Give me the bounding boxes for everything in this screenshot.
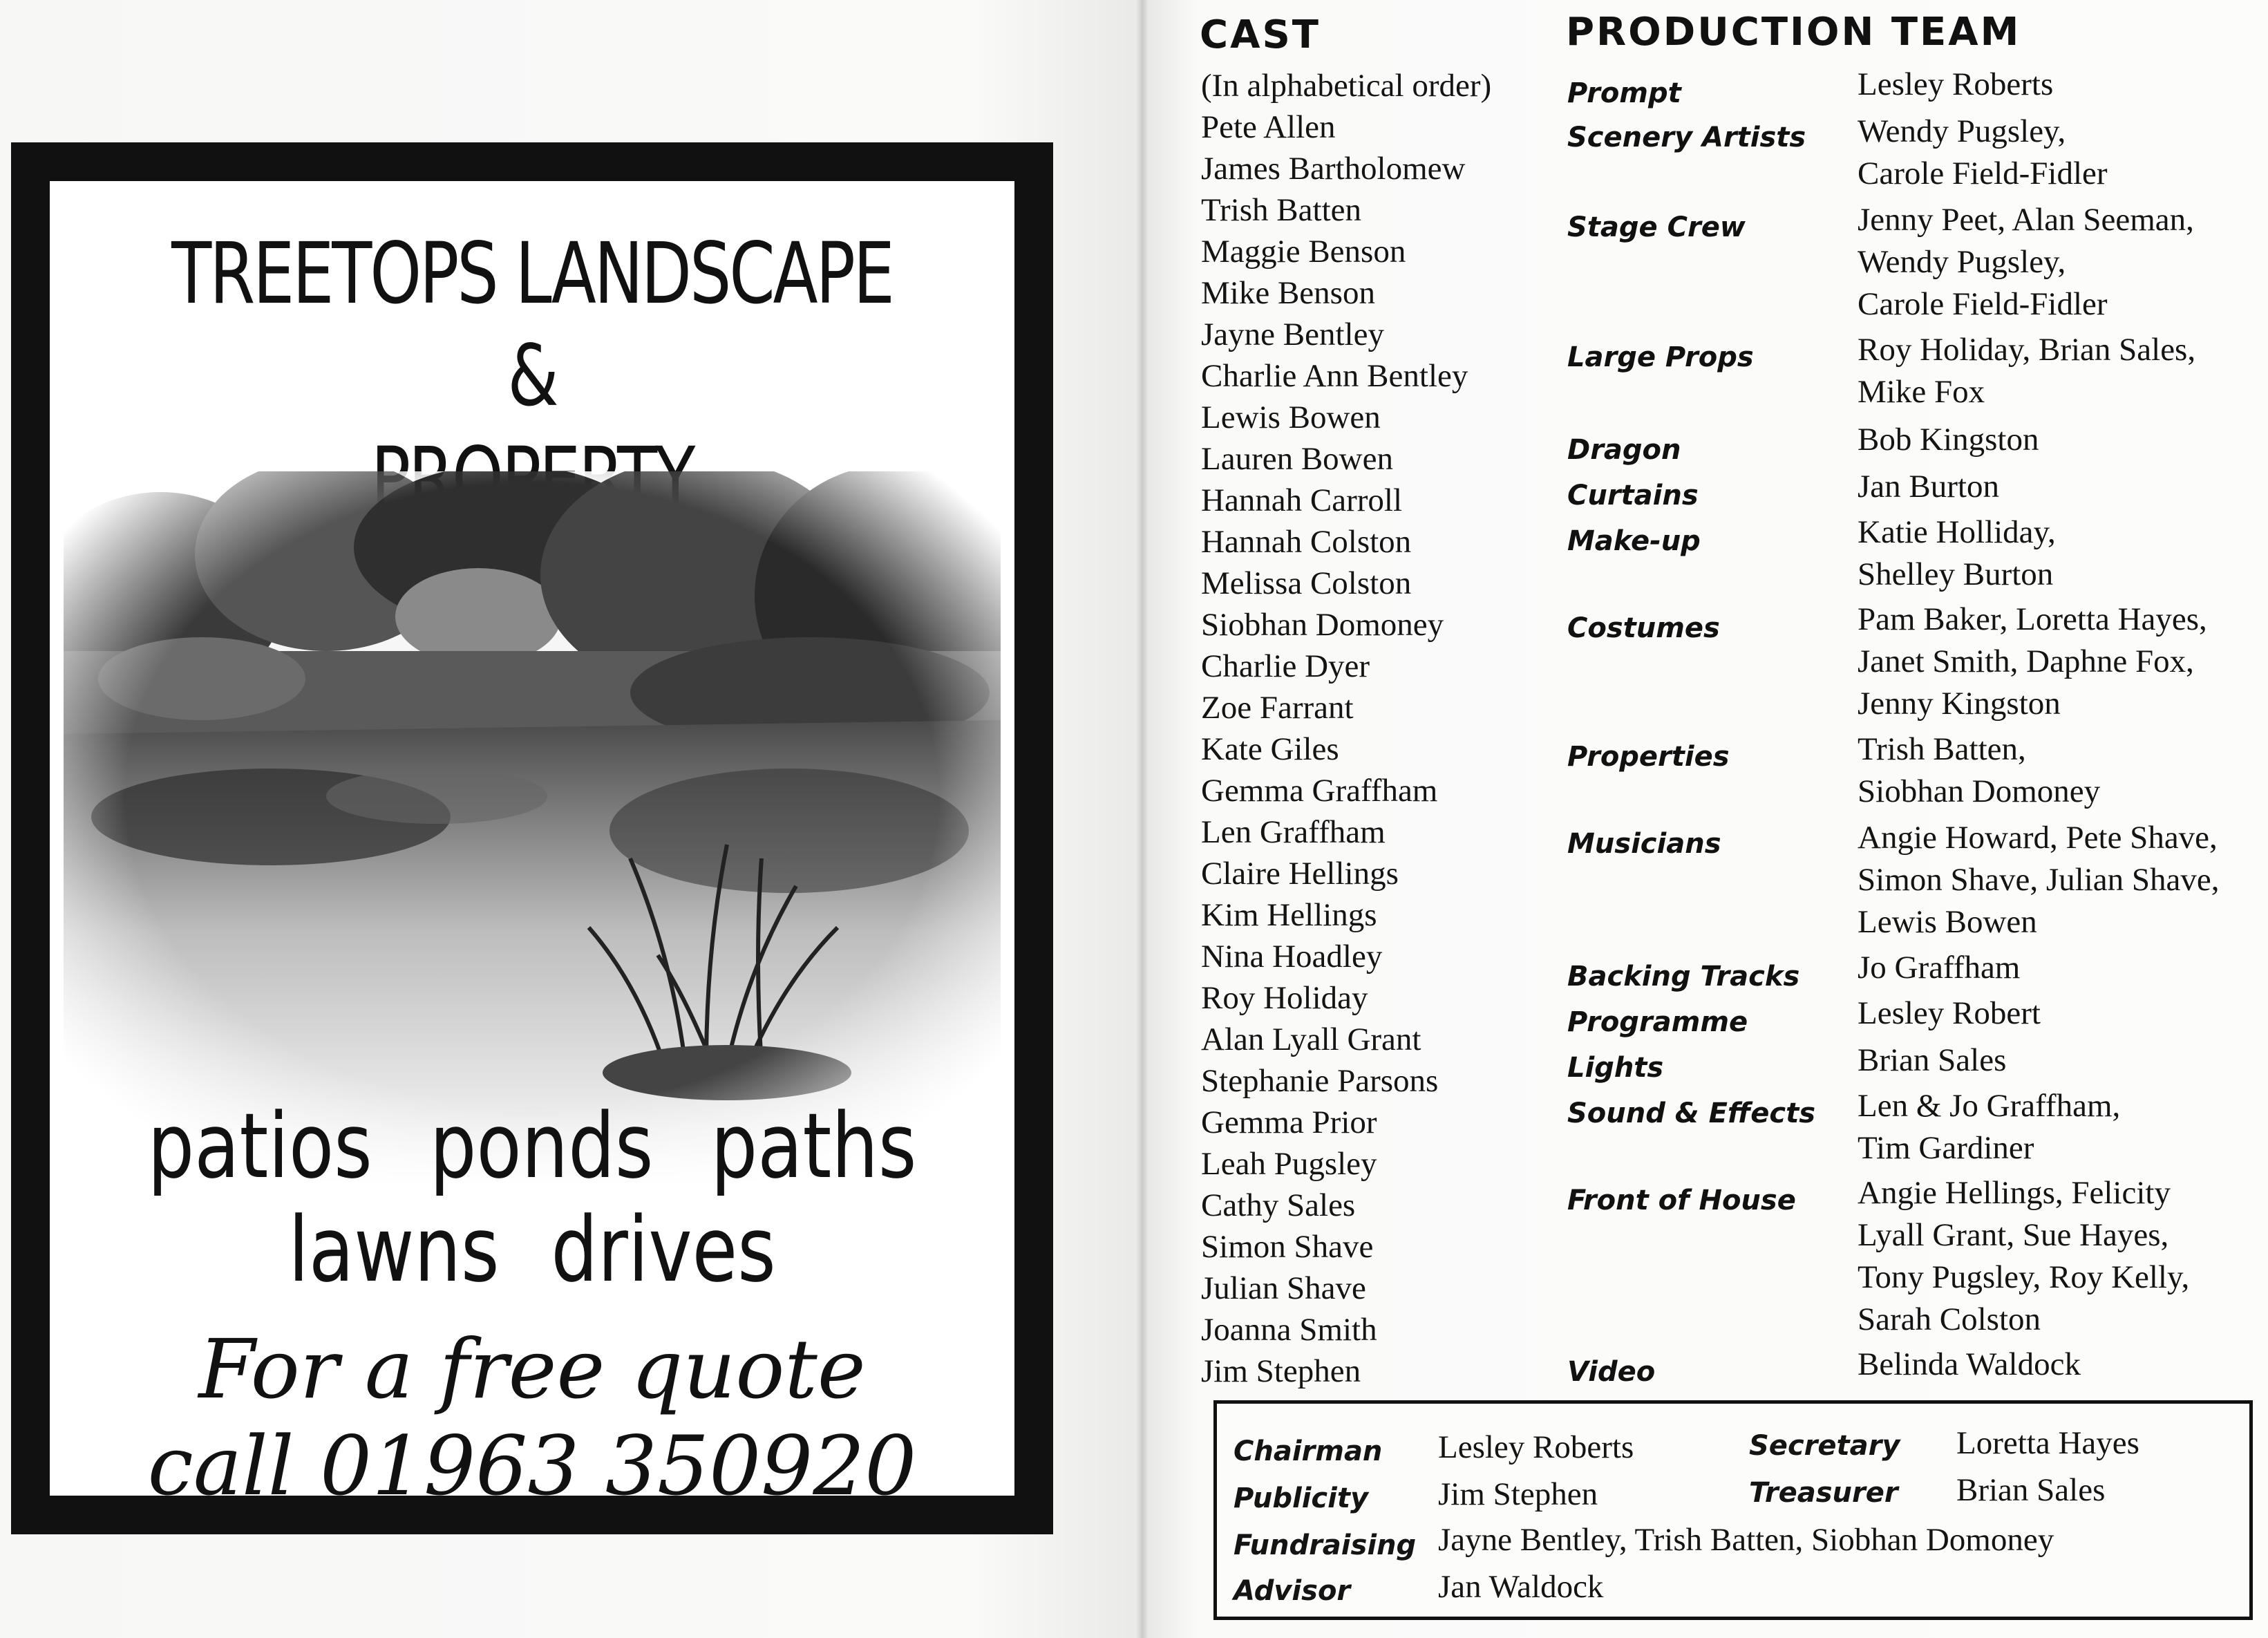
cast-member: Siobhan Domoney [1201, 607, 1444, 643]
committee-box [1213, 1400, 2253, 1620]
cast-member: Kate Giles [1201, 731, 1339, 767]
cast-member: Jim Stephen [1201, 1353, 1361, 1389]
cast-list [1201, 65, 1491, 1392]
chairman-name: Lesley Roberts [1438, 1429, 1634, 1465]
role-front-of-house: Front of House [1567, 1185, 1796, 1216]
role-video: Video [1567, 1356, 1656, 1388]
scenery-artists-names: Wendy Pugsley, Carole Field-Fidler [1858, 113, 2108, 191]
stage-crew-names: Jenny Peet, Alan Seeman, Wendy Pugsley, Carole Field-Fidler [1858, 202, 2194, 322]
cast-member: Hannah Colston [1201, 524, 1412, 560]
cast-member: Hannah Carroll [1201, 482, 1403, 518]
costumes-names: Pam Baker, Loretta Hayes, Janet Smith, Daphne Fox, Jenny Kingston [1858, 601, 2207, 722]
lights-names: Brian Sales [1858, 1042, 2007, 1078]
cast-member: Len Graffham [1201, 814, 1386, 850]
cast-member: Kim Hellings [1201, 897, 1377, 933]
production-team-heading: PRODUCTION TEAM [1566, 10, 2021, 55]
advisor-label: Advisor [1234, 1575, 1351, 1607]
role-musicians: Musicians [1567, 828, 1721, 860]
dragon-names: Bob Kingston [1858, 422, 2039, 458]
cast-member: Jayne Bentley [1201, 317, 1384, 352]
cast-member: Lauren Bowen [1201, 441, 1393, 477]
cast-member: Stephanie Parsons [1201, 1063, 1439, 1099]
sound-effects-names: Len & Jo Graffham, Tim Gardiner [1858, 1088, 2121, 1166]
role-large-props: Large Props [1567, 341, 1754, 373]
cast-member: Simon Shave [1201, 1229, 1374, 1265]
page-gutter [1136, 0, 1149, 1638]
treetops-advert [11, 142, 1053, 1534]
cast-member: Pete Allen [1201, 109, 1336, 145]
quote-line-1: For a free quote [198, 1321, 866, 1417]
services-row-1: patios ponds paths [147, 1093, 917, 1198]
musicians-names: Angie Howard, Pete Shave, Simon Shave, Julian Shave, Lewis Bowen [1858, 820, 2220, 940]
cast-heading: CAST [1200, 12, 1321, 57]
secretary-label: Secretary [1749, 1430, 1900, 1462]
cast-member: Gemma Prior [1201, 1104, 1377, 1140]
role-stage-crew: Stage Crew [1567, 211, 1746, 243]
treasurer-label: Treasurer [1749, 1477, 1898, 1509]
video-names: Belinda Waldock [1858, 1346, 2081, 1382]
cast-member: Claire Hellings [1201, 856, 1399, 892]
cast-note: (In alphabetical order) [1201, 68, 1492, 104]
cast-member: Nina Hoadley [1201, 939, 1383, 975]
cast-member: Charlie Dyer [1201, 648, 1370, 684]
curtains-names: Jan Burton [1858, 469, 1999, 505]
cast-member: Cathy Sales [1201, 1187, 1356, 1223]
cast-member: Joanna Smith [1201, 1312, 1377, 1348]
role-costumes: Costumes [1567, 612, 1720, 644]
cast-member: Trish Batten [1201, 192, 1361, 228]
large-props-names: Roy Holiday, Brian Sales, Mike Fox [1858, 332, 2196, 410]
fundraising-label: Fundraising [1234, 1529, 1417, 1561]
front-of-house-names: Angie Hellings, Felicity Lyall Grant, Sue Hayes, Tony Pugsley, Roy Kelly, Sarah Colston [1858, 1175, 2190, 1337]
role-programme: Programme [1567, 1006, 1748, 1038]
role-sound-effects: Sound & Effects [1567, 1098, 1816, 1129]
cast-member: Mike Benson [1201, 275, 1375, 311]
cast-member: Melissa Colston [1201, 565, 1412, 601]
advert-title-line1: TREETOPS LANDSCAPE & [171, 225, 893, 425]
cast-member: Maggie Benson [1201, 234, 1406, 270]
cast-member: Julian Shave [1201, 1270, 1366, 1306]
secretary-name: Loretta Hayes [1956, 1425, 2139, 1461]
fundraising-names: Jayne Bentley, Trish Batten, Siobhan Domoney [1438, 1522, 2054, 1558]
programme-names: Lesley Robert [1858, 995, 2041, 1031]
chairman-label: Chairman [1234, 1435, 1383, 1467]
cast-member: Roy Holiday [1201, 980, 1368, 1016]
properties-names: Trish Batten, Siobhan Domoney [1858, 731, 2101, 809]
prompt-names: Lesley Roberts [1858, 66, 2054, 102]
role-scenery-artists: Scenery Artists [1567, 122, 1806, 153]
garden-pond-photo [64, 471, 1001, 1190]
services-row-2: lawns drives [288, 1197, 776, 1302]
role-make-up: Make-up [1567, 525, 1701, 557]
backing-tracks-names: Jo Graffham [1858, 950, 2021, 986]
role-curtains: Curtains [1567, 480, 1699, 511]
cast-member: Charlie Ann Bentley [1201, 358, 1468, 394]
cast-member: Zoe Farrant [1201, 690, 1354, 726]
cast-member: Lewis Bowen [1201, 399, 1381, 435]
role-prompt: Prompt [1567, 77, 1681, 109]
cast-member: Alan Lyall Grant [1201, 1022, 1421, 1057]
cast-member: Leah Pugsley [1201, 1146, 1377, 1182]
publicity-label: Publicity [1234, 1482, 1369, 1514]
role-lights: Lights [1567, 1052, 1664, 1084]
role-backing-tracks: Backing Tracks [1567, 961, 1800, 992]
role-dragon: Dragon [1567, 434, 1681, 466]
quote-phone-line: call 01963 350920 [147, 1418, 917, 1496]
role-properties: Properties [1567, 741, 1730, 773]
advert-panel [50, 181, 1014, 1496]
make-up-names: Katie Holliday, Shelley Burton [1858, 514, 2056, 592]
treasurer-name: Brian Sales [1956, 1472, 2106, 1508]
cast-member: Gemma Graffham [1201, 773, 1438, 809]
advisor-name: Jan Waldock [1438, 1569, 1604, 1605]
publicity-name: Jim Stephen [1438, 1476, 1598, 1512]
cast-member: James Bartholomew [1201, 151, 1466, 187]
